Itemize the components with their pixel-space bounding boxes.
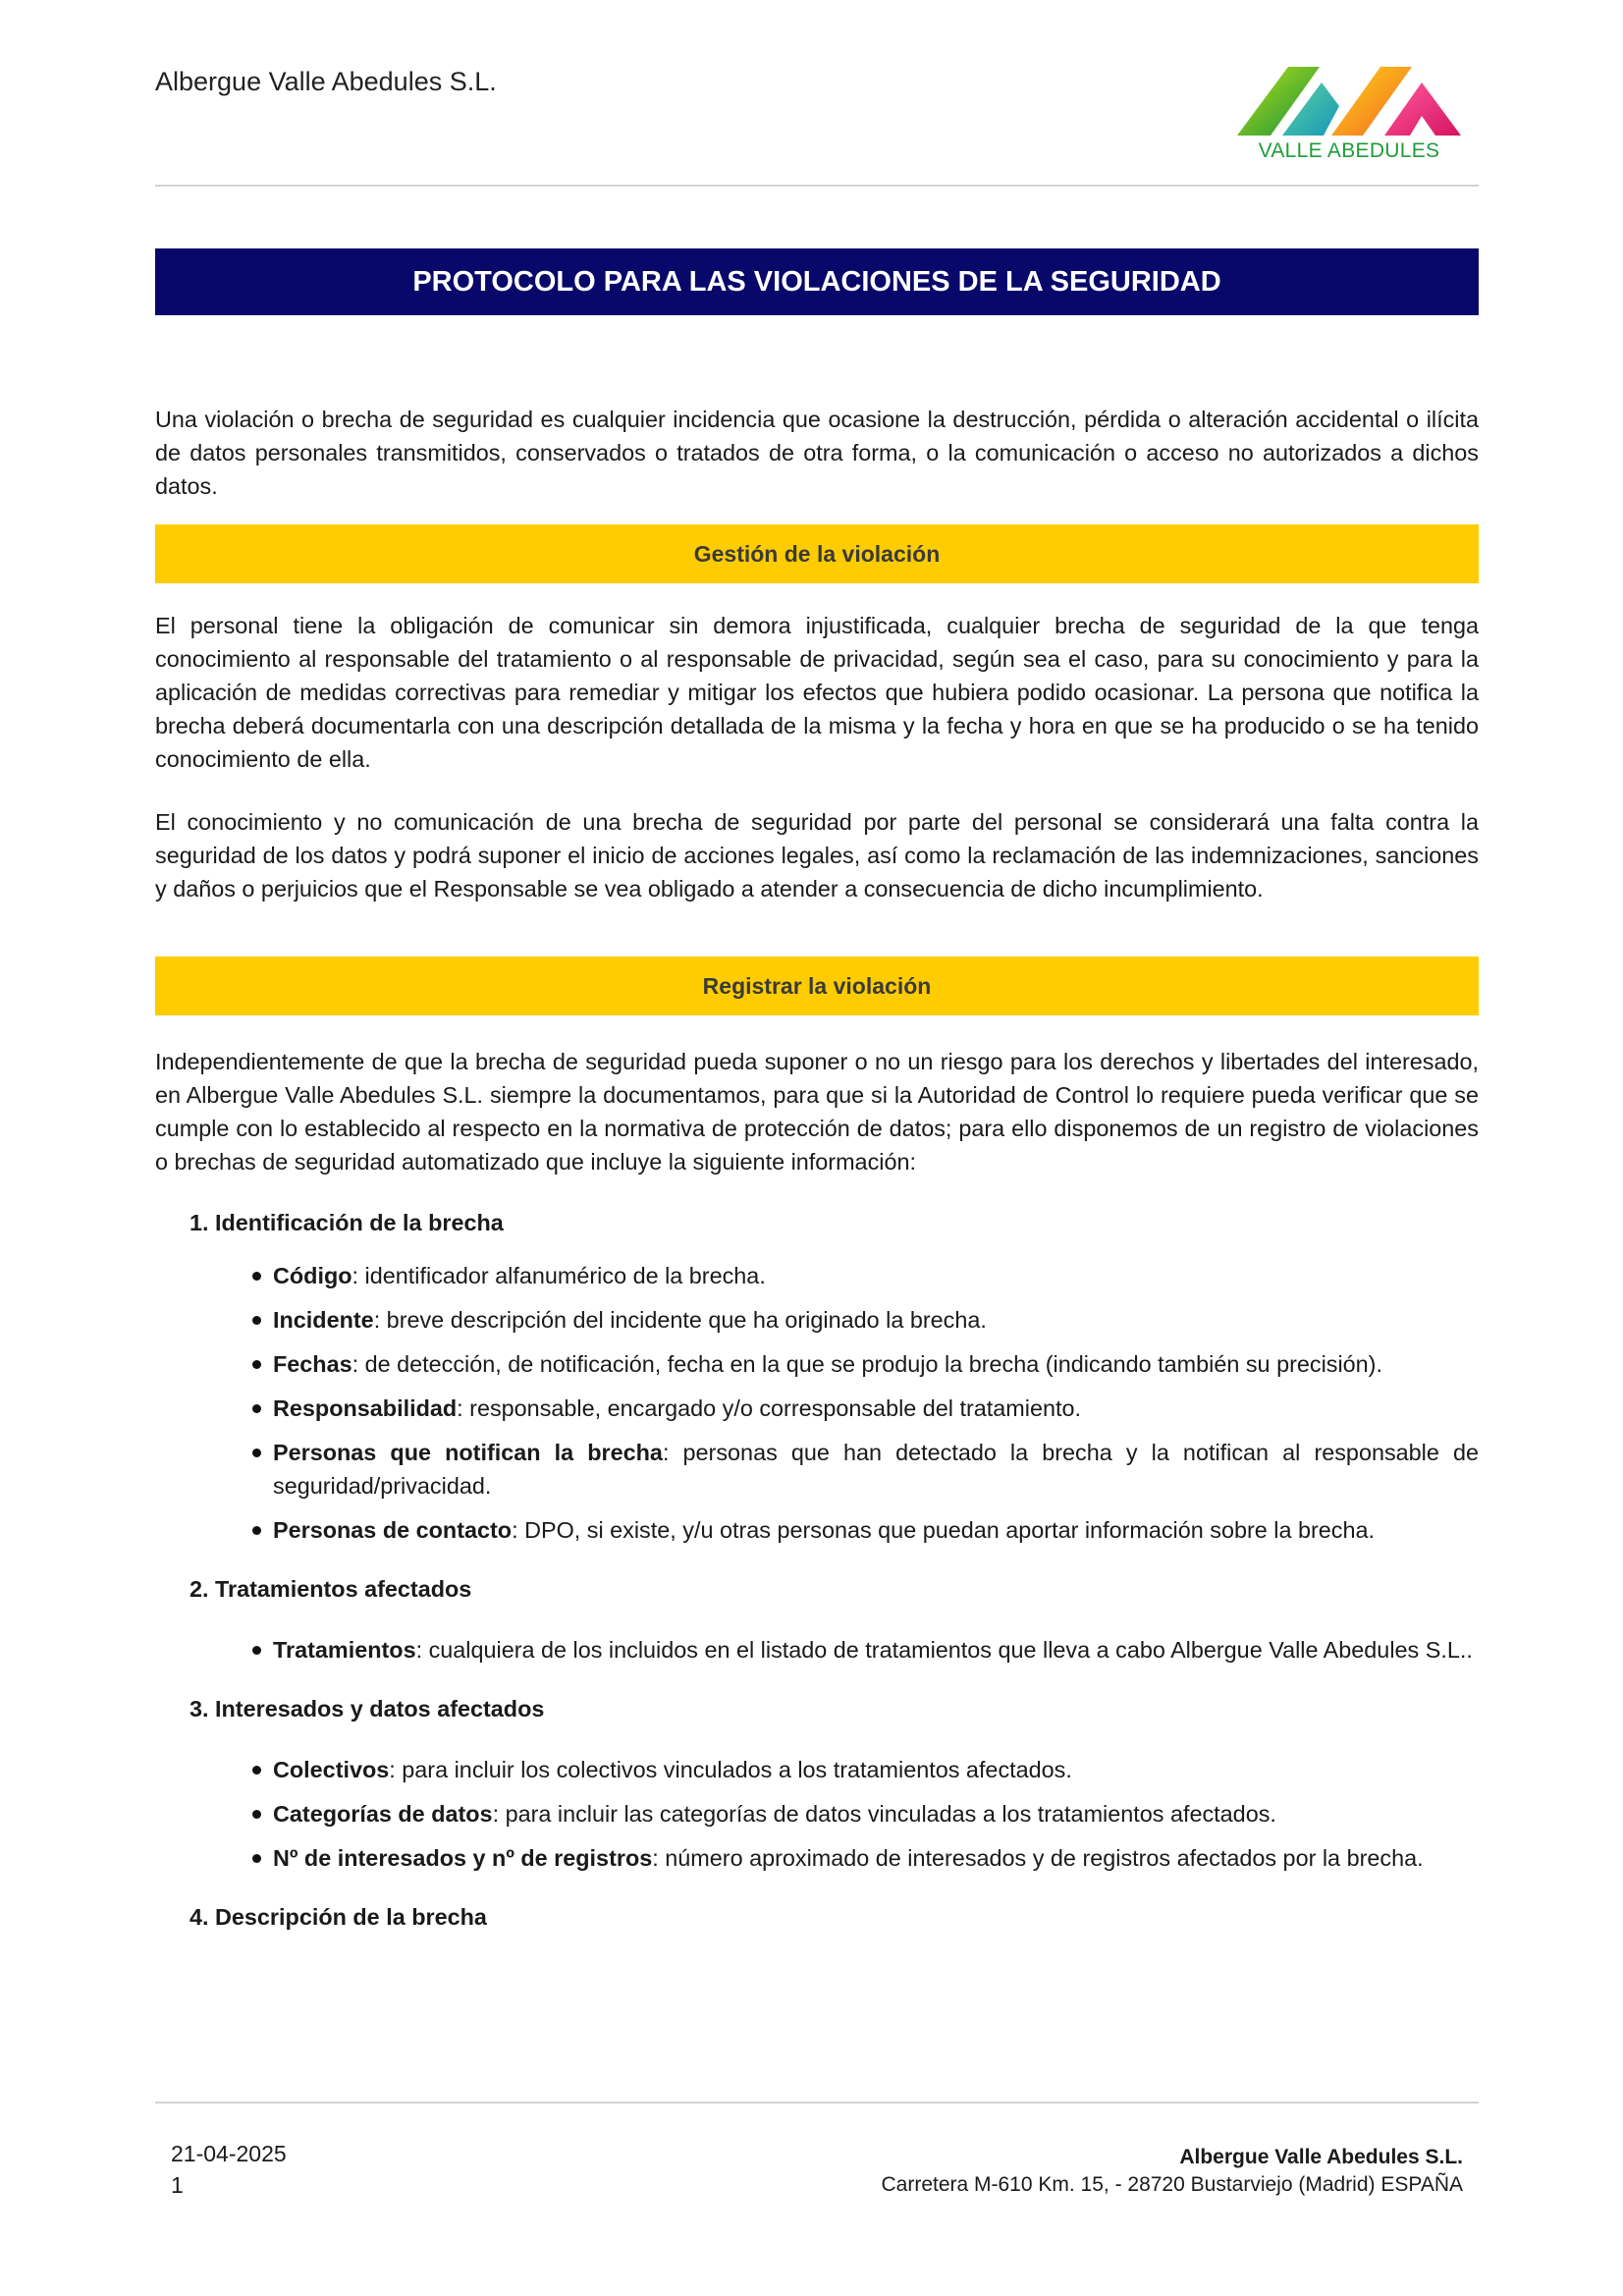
list-item (273, 1753, 1479, 1786)
section-title: 2. Tratamientos afectados (189, 1576, 472, 1602)
item-text: : número aproximado de interesados y de registros afectados por la brecha. (652, 1845, 1424, 1871)
logo-text: VALLE ABEDULES (1258, 139, 1440, 162)
item-list (155, 1753, 1479, 1875)
registrar-paragraph: Independientemente de que la brecha de seguridad pueda suponer o no un riesgo para los derechos y libertades del interesado, en Albergue Valle Abedules S.L. siempre la documentamos, para que si la Autoridad de Control lo requiere pueda verificar que se cumple con lo establecido al respecto en la normativa de protección de datos; para ello disponemos de un registro de violaciones o brechas de seguridad automatizado que incluye la siguiente información: (155, 1049, 1479, 1175)
item-text: : breve descripción del incidente que ha originado la brecha. (373, 1307, 987, 1333)
footer-company-name: Albergue Valle Abedules S.L. (1179, 2146, 1463, 2168)
item-term: Categorías de datos (273, 1801, 493, 1827)
footer-address: Carretera M-610 Km. 15, - 28720 Bustarviejo (Madrid) ESPAÑA (881, 2173, 1463, 2196)
gestion-paragraph-2: El conocimiento y no comunicación de una brecha de seguridad por parte del personal se considerará una falta contra la seguridad de los datos y podrá suponer el inicio de acciones legales, así como la reclamación de las indemnizaciones, sanciones y daños o perjuicios que el Responsable se vea obligado a atender a consecuencia de dicho incumplimiento. (155, 809, 1479, 902)
list-item (273, 1436, 1479, 1503)
mountains-logo-icon (1237, 61, 1461, 139)
item-text: : personas que han detectado la brecha y la notifican al responsable de seguridad/privacidad. (273, 1440, 1479, 1499)
page-number: 1 (171, 2172, 184, 2198)
list-item (273, 1303, 1479, 1337)
section-descripcion (155, 1900, 1479, 1934)
list-item (273, 1513, 1479, 1547)
item-term: Tratamientos (273, 1637, 416, 1663)
list-item (273, 1841, 1479, 1875)
item-term: Personas de contacto (273, 1517, 513, 1543)
section-heading-gestion: Gestión de la violación (155, 524, 1479, 583)
item-term: Nº de interesados y nº de registros (273, 1845, 653, 1871)
section-title: 1. Identificación de la brecha (189, 1210, 504, 1235)
section-tratamientos (155, 1572, 1479, 1667)
item-list (155, 1633, 1479, 1667)
company-logo (1237, 61, 1461, 169)
gestion-paragraph-1: El personal tiene la obligación de comunicar sin demora injustificada, cualquier brecha de seguridad de la que tenga conocimiento al responsable del tratamiento o al responsable de privacidad, según sea el caso, para su conocimiento y para la aplicación de medidas correctivas para remediar y mitigar los efectos que hubiera podido ocasionar. La persona que notifica la brecha deberá documentarla con una descripción detallada de la misma y la fecha y hora en que se ha producido o se ha tenido conocimiento de ella. (155, 613, 1479, 772)
item-text: : responsable, encargado y/o corresponsable del tratamiento. (457, 1395, 1082, 1421)
section-heading-registrar: Registrar la violación (155, 957, 1479, 1015)
item-text: : cualquiera de los incluidos en el listado de tratamientos que lleva a cabo Albergue Valle Abedules S.L.. (415, 1637, 1473, 1663)
header-company-name: Albergue Valle Abedules S.L. (155, 67, 497, 96)
item-term: Personas que notifican la brecha (273, 1440, 663, 1465)
list-item (273, 1259, 1479, 1292)
section-interesados (155, 1692, 1479, 1875)
footer-date: 21-04-2025 (171, 2141, 287, 2166)
item-term: Código (273, 1263, 352, 1288)
item-text: : DPO, si existe, y/u otras personas que puedan aportar información sobre la brecha. (512, 1517, 1375, 1543)
document-title: PROTOCOLO PARA LAS VIOLACIONES DE LA SEGURIDAD (155, 248, 1479, 315)
item-term: Colectivos (273, 1757, 390, 1782)
list-item (273, 1797, 1479, 1831)
section-title: 4. Descripción de la brecha (189, 1904, 487, 1930)
item-term: Incidente (273, 1307, 374, 1333)
header-divider (155, 185, 1479, 187)
item-text: : identificador alfanumérico de la brecha. (352, 1263, 766, 1288)
item-text: : para incluir las categorías de datos vinculadas a los tratamientos afectados. (492, 1801, 1276, 1827)
item-term: Responsabilidad (273, 1395, 458, 1421)
item-text: : de detección, de notificación, fecha en la que se produjo la brecha (indicando también su precisión). (352, 1351, 1382, 1377)
list-item (273, 1392, 1479, 1425)
list-item (273, 1633, 1479, 1667)
list-item (273, 1347, 1479, 1381)
item-term: Fechas (273, 1351, 352, 1377)
section-title: 3. Interesados y datos afectados (189, 1696, 545, 1722)
footer-divider (155, 2102, 1479, 2104)
item-list (155, 1259, 1479, 1547)
item-text: : para incluir los colectivos vinculados a los tratamientos afectados. (389, 1757, 1072, 1782)
section-identificacion (155, 1206, 1479, 1547)
intro-paragraph: Una violación o brecha de seguridad es cualquier incidencia que ocasione la destrucción, pérdida o alteración accidental o ilícita de datos personales transmitidos, conservados o tratados de otra forma, o la comunicación o acceso no autorizados a dichos datos. (155, 407, 1479, 499)
document-body (155, 403, 1479, 1934)
